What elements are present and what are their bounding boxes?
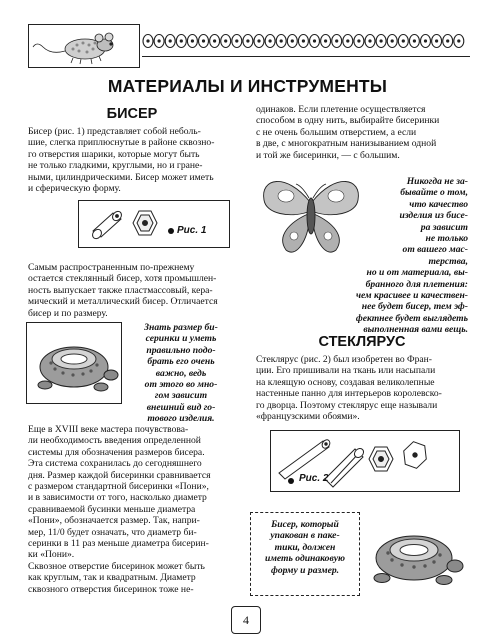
- text-line: ки «Пони».: [28, 549, 75, 561]
- text-line: мер, 11/0 будет означать, что диаметр би-: [28, 526, 197, 538]
- bead-hole: [413, 39, 416, 42]
- text-line: и сферическую форму.: [28, 183, 121, 195]
- bead-hole: [391, 39, 394, 42]
- text-line: Самым распространенным по-прежнему: [28, 262, 195, 273]
- text-line: системы для обозначения размеров бисера.: [28, 446, 205, 458]
- bead-hole: [257, 39, 260, 42]
- left-paragraph-2: [28, 262, 236, 319]
- text-line: настенные панно для интерьеров королевско-: [256, 388, 442, 400]
- bead-hole: [158, 39, 161, 42]
- figure-2-caption: Рис. 2: [299, 473, 329, 484]
- note-line: иметь одинаковую: [264, 553, 345, 565]
- text-line: Сквозное отверстие бисеринок может быть: [28, 560, 205, 572]
- left-paragraph-3: [28, 424, 236, 595]
- bead-hole: [202, 39, 205, 42]
- note-line: чем красивее и качествен-: [355, 290, 468, 302]
- text-line: го дворца. Поэтому стеклярус еще называли: [256, 399, 438, 411]
- bead-hole: [269, 39, 272, 42]
- note-line: бранного для плетения:: [365, 278, 468, 290]
- bead-hole: [246, 39, 249, 42]
- text-line: Бисер (рис. 1) представляет собой неболь-: [28, 126, 201, 137]
- note-line: фектнее будет выглядеть: [355, 312, 468, 324]
- text-line: с размером стандартной бисеринки «Пони»,: [28, 481, 209, 493]
- text-line: ции. Его пришивали на ткань или насыпали: [256, 365, 436, 377]
- note-line: Никогда не за-: [406, 176, 468, 187]
- text-line: «французскими обоями».: [256, 411, 360, 423]
- text-line: одинаков. Если плетение осуществляется: [256, 104, 426, 115]
- text-line: Еще в XVIII веке мастера почувствова-: [28, 424, 189, 435]
- note-line: нее будет бисер, тем эф-: [361, 301, 468, 313]
- note-line: форму и размер.: [270, 564, 340, 576]
- bead-hole: [368, 39, 371, 42]
- bead-hole: [435, 39, 438, 42]
- text-line: шие, слегка приплюснутые в районе сквозно-: [28, 137, 215, 149]
- note-line: бывайте о том,: [400, 187, 468, 199]
- note-line: Бисер, который: [271, 519, 339, 530]
- text-line: сравниваемой бусинки меньше диаметра: [28, 503, 196, 515]
- note-line: Знать размер би-: [144, 322, 218, 333]
- bead-hole: [302, 39, 305, 42]
- note-line: гом зависит: [154, 390, 208, 402]
- bead-hole: [357, 39, 360, 42]
- beaded-mouse-icon: [29, 25, 141, 69]
- note-line: ра зависит: [420, 221, 468, 233]
- figure-1-caption: Рис. 1: [177, 225, 207, 236]
- page-number: 4: [243, 613, 249, 627]
- turtle-note: [124, 322, 238, 425]
- text-line: ность выпускает также пластмассовый, кера-: [28, 284, 213, 296]
- bead-hole: [180, 39, 183, 42]
- bead-hole: [169, 39, 172, 42]
- bead-hole: [346, 39, 349, 42]
- text-line: способом в одну нить, выбирайте бисеринки: [256, 115, 440, 127]
- bead-hole: [424, 39, 427, 42]
- beaded-turtle-image: [27, 323, 121, 403]
- note-line: упакован в паке-: [270, 530, 340, 542]
- page-title: МАТЕРИАЛЫ И ИНСТРУМЕНТЫ: [107, 76, 388, 96]
- note-line: тового изделия.: [147, 413, 215, 425]
- text-line: дня. Размер каждой бисеринки сравнивается: [28, 469, 211, 481]
- text-line: ли необходимость введения определенной: [28, 435, 201, 447]
- butterfly-note: [256, 176, 468, 336]
- bead-hole: [457, 39, 460, 42]
- left-paragraph-1: [28, 126, 236, 194]
- turtle-figure-2: [362, 512, 466, 596]
- text-line: го отверстия шарики, которые могут быть: [28, 148, 200, 160]
- note-line: правильно подо-: [146, 344, 216, 356]
- note-line: но и от материала, вы-: [366, 267, 468, 279]
- figure-2-frame: [270, 430, 460, 492]
- note-line: внешний вид го-: [146, 401, 216, 413]
- bead-hole: [446, 39, 449, 42]
- figure-1-frame: [78, 200, 230, 248]
- bead-hole: [191, 39, 194, 42]
- bead-chain-decoration: [142, 30, 470, 52]
- text-line: Стеклярус (рис. 2) был изобретен во Фран-: [256, 354, 432, 365]
- note-line: тики, должен: [274, 541, 336, 553]
- filled-circle-bullet: [168, 228, 174, 234]
- text-line: на клеящую основу, создавая великолепные: [256, 376, 435, 388]
- beaded-turtle-image: [362, 512, 466, 596]
- bead-hole: [213, 39, 216, 42]
- text-line: не только гладкими, круглыми, но и гране-: [28, 160, 203, 172]
- bead-hole: [146, 39, 149, 42]
- note-line: важно, ведь: [155, 367, 207, 379]
- note-line: от вашего мас-: [402, 244, 468, 256]
- text-line: и в зависимости от того, насколько диаметр: [28, 492, 207, 504]
- bead-hole: [235, 39, 238, 42]
- note-line: от этого во мно-: [144, 379, 218, 391]
- right-paragraph-2: [256, 354, 468, 422]
- right-paragraph-1: [256, 104, 468, 161]
- header-bead-chain: [142, 30, 470, 52]
- text-line: «Пони», обозначается размер. Так, напри-: [28, 515, 200, 527]
- bead-hole: [224, 39, 227, 42]
- text-line: сквозного отверстия бисеринок тоже не-: [28, 583, 194, 595]
- note-line: выполненная вами вещь.: [363, 324, 468, 336]
- text-line: остается стеклянный бисер, хотя промышлен-: [28, 273, 217, 285]
- bead-hole: [402, 39, 405, 42]
- dashed-note-frame: [250, 512, 360, 596]
- text-line: ными, цилиндрическими. Бисер может иметь: [28, 171, 214, 183]
- text-line: мический и металлический бисер. Отличается: [28, 296, 218, 308]
- text-line: серинки в 11 раз меньше диаметра бисерин-: [28, 538, 209, 550]
- note-line: серинки и уметь: [145, 333, 217, 345]
- text-line: бисер и по размеру.: [28, 307, 108, 319]
- header-mouse-frame: [28, 24, 140, 68]
- text-line: с не очень большим отверстием, а если: [256, 126, 417, 138]
- note-line: брать его очень: [147, 356, 215, 368]
- note-line: что качество: [409, 198, 468, 210]
- bead-hole: [313, 39, 316, 42]
- text-line: как круглым, так и квадратным. Диаметр: [28, 572, 196, 584]
- turtle-figure-frame: [26, 322, 122, 404]
- bead-hole: [324, 39, 327, 42]
- bead-hole: [380, 39, 383, 42]
- text-line: Эта система сохранилась до сегодняшнего: [28, 458, 202, 470]
- filled-circle-bullet: [288, 478, 294, 484]
- dashed-note: [251, 513, 359, 576]
- note-line: изделия из бисе-: [399, 210, 468, 222]
- note-line: не только: [425, 233, 468, 245]
- bead-hole: [280, 39, 283, 42]
- bead-hole: [291, 39, 294, 42]
- note-line: терства,: [428, 255, 468, 267]
- text-line: и той же бисеринки, — с большим.: [256, 149, 400, 161]
- section-title-bugle: СТЕКЛЯРУС: [318, 334, 406, 350]
- header-rule: [142, 56, 470, 57]
- section-title-beads: БИСЕР: [106, 106, 158, 122]
- bead-hole: [335, 39, 338, 42]
- bead-shapes-illustration: [79, 201, 229, 247]
- text-line: в две, с многократным нанизыванием одной: [256, 138, 437, 150]
